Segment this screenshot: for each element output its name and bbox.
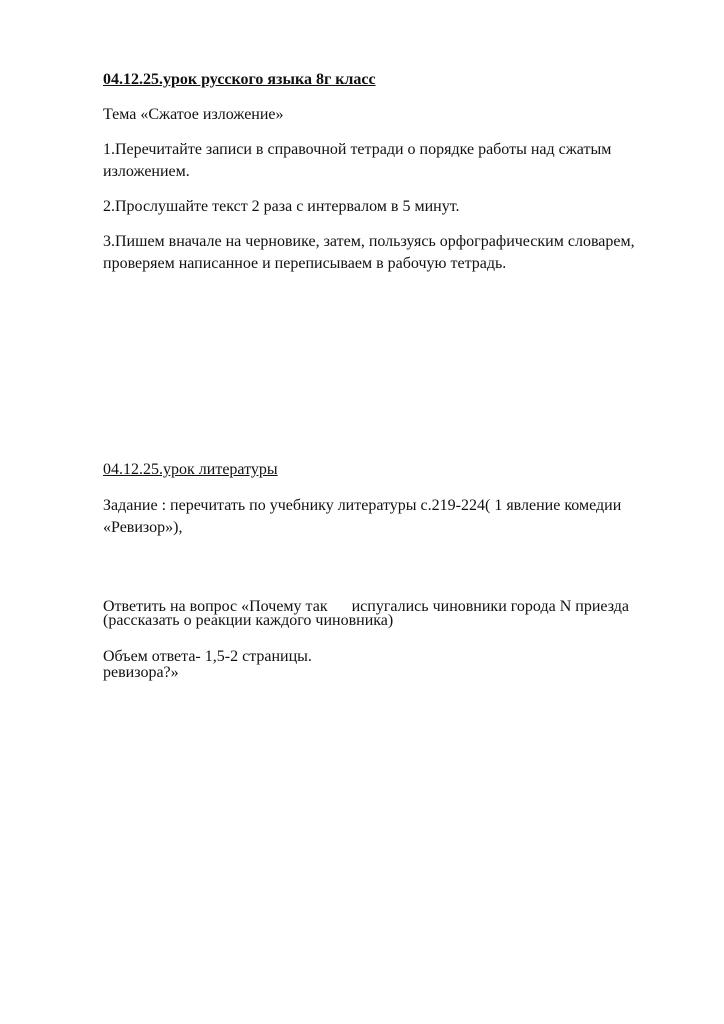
section2-note: (рассказать о реакции каждого чиновника)	[103, 612, 394, 629]
section2-question	[103, 552, 629, 728]
item1-line1: 1.Перечитайте записи в справочной тетради о порядке работы над сжатым	[103, 141, 612, 158]
section2-title: 04.12.25.урок литературы	[103, 461, 278, 478]
task-line1: Задание : перечитать по учебнику литературы с.219-224( 1 явление комедии	[103, 497, 622, 514]
section1-topic: Тема «Сжатое изложение»	[103, 106, 284, 123]
task-line2: «Ревизор»),	[103, 519, 183, 536]
section1-title: 04.12.25.урок русского языка 8г класс	[103, 71, 376, 88]
question-line2: ревизора?»	[103, 664, 179, 681]
section1-item1	[103, 139, 611, 183]
section2-task	[103, 495, 621, 539]
question-line1: Ответить на вопрос «Почему так испугались чиновники города N приезда	[103, 598, 629, 615]
section1-item2: 2.Прослушайте текст 2 раза с интервалом в 5 минут.	[103, 198, 460, 215]
item3-line2: проверяем написанное и переписываем в рабочую тетрадь.	[103, 255, 507, 272]
item1-line2: изложением.	[103, 163, 190, 180]
section1-item3	[103, 231, 635, 275]
section2-volume: Объем ответа- 1,5-2 страницы.	[103, 648, 312, 665]
item3-line1: 3.Пишем вначале на черновике, затем, пользуясь орфографическим словарем,	[103, 233, 635, 250]
